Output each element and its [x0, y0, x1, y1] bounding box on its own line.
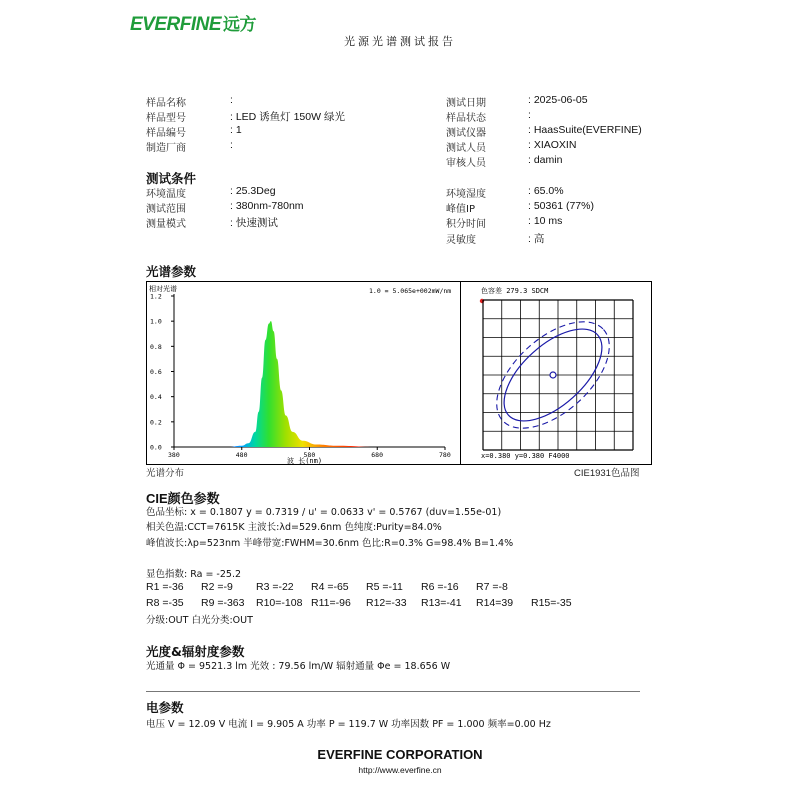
cond-left-label-2: 测量模式 — [146, 219, 186, 230]
cie-coordinate-readout: x=0.380 y=0.380 F4000 — [481, 452, 570, 460]
cond-right-value-2: : 10 ms — [528, 215, 563, 227]
cie-line-2: 相关色温:CCT=7615K 主波长:λd=529.6nm 色纯度:Purity=84.0% — [146, 522, 442, 533]
info-right-value-0: : 2025-06-05 — [528, 94, 588, 106]
logo-cn: 远方 — [223, 15, 257, 34]
footer-company: EVERFINE CORPORATION — [317, 747, 483, 762]
info-right-label-1: 样品状态 — [446, 113, 486, 124]
info-right-value-3: : XIAOXIN — [528, 139, 577, 151]
conditions-heading: 测试条件 — [146, 171, 197, 186]
info-left-label-1: 样品型号 — [146, 113, 186, 124]
spectrum-x-tick-label: 680 — [371, 451, 383, 459]
spectrum-curve — [174, 321, 445, 447]
info-left-value-1: : LED 诱鱼灯 150W 绿光 — [230, 111, 345, 123]
cri-r6: R6 =-16 — [421, 581, 459, 593]
cie-line-1: 色品坐标: x = 0.1807 y = 0.7319 / u' = 0.0633 v' = 0.5767 (duv=1.55e-01) — [146, 507, 502, 518]
spectrum-y-tick-label: 0.0 — [150, 443, 162, 452]
photometric-line: 光通量 Φ = 9521.3 lm 光效 : 79.56 lm/W 辐射通量 Φe = 18.656 W — [146, 661, 451, 672]
info-left-value-0: : — [230, 94, 233, 106]
cie-title: 色容差 279.3 SDCM — [481, 287, 549, 295]
info-right-value-4: : damin — [528, 154, 563, 166]
spectrum-y-tick-label: 0.2 — [150, 418, 162, 427]
spectrum-y-tick-label: 1.2 — [150, 292, 162, 301]
spectrum-x-tick-label: 480 — [235, 451, 248, 459]
cond-right-label-3: 灵敏度 — [446, 235, 476, 246]
footer-url: http://www.everfine.cn — [358, 765, 442, 775]
cri-r4: R4 =-65 — [311, 581, 349, 593]
cri-r12: R12=-33 — [366, 597, 407, 609]
cri-r1: R1 =-36 — [146, 581, 184, 593]
logo-text: EVERFINE — [130, 14, 222, 35]
cie-grid — [483, 300, 633, 450]
info-left-label-0: 样品名称 — [146, 98, 186, 109]
cie-center-point — [550, 372, 556, 378]
cri-r5: R5 =-11 — [366, 581, 403, 593]
spectrum-y-tick-label: 0.6 — [150, 368, 162, 376]
cri-r9: R9 =-363 — [201, 597, 245, 609]
cie-caption: CIE1931色品图 — [574, 468, 640, 479]
spectrum-x-tick-label: 580 — [303, 451, 316, 459]
spectrum-x-tick-label: 380 — [168, 451, 180, 459]
info-right-label-0: 测试日期 — [446, 98, 486, 109]
spectrum-y-tick-label: 0.8 — [150, 342, 162, 351]
cond-right-label-2: 积分时间 — [446, 219, 486, 230]
cri-row-1 — [146, 581, 531, 593]
page-title: 光源光谱测试报告 — [344, 35, 456, 48]
spectrum-y-tick-label: 1.0 — [150, 317, 162, 326]
cond-right-label-0: 环境湿度 — [446, 189, 486, 200]
cri-r11: R11=-96 — [311, 597, 351, 609]
cri-r10: R10=-108 — [256, 597, 303, 609]
info-right-label-4: 审核人员 — [446, 158, 486, 169]
divider-line — [146, 691, 640, 692]
cri-r14: R14=39 — [476, 597, 514, 609]
spectrum-caption: 光谱分布 — [146, 468, 185, 479]
photometric-heading: 光度&辐射度参数 — [146, 644, 245, 659]
cri-r13: R13=-41 — [421, 597, 462, 609]
electrical-heading: 电参数 — [146, 700, 184, 715]
cond-left-label-0: 环境温度 — [146, 189, 186, 200]
info-left-label-2: 样品编号 — [146, 128, 186, 139]
cond-left-value-0: : 25.3Deg — [230, 185, 276, 197]
cond-right-value-0: : 65.0% — [528, 185, 564, 197]
cri-ra: 显色指数: Ra = -25.2 — [146, 569, 242, 580]
cri-r2: R2 =-9 — [201, 581, 233, 593]
spectrum-heading: 光谱参数 — [146, 264, 197, 279]
info-left-label-3: 制造厂商 — [146, 143, 186, 154]
cond-right-value-3: : 高 — [528, 233, 545, 245]
grade-line: 分级:OUT 白光分类:OUT — [146, 615, 253, 626]
cond-left-value-2: : 快速测试 — [230, 217, 278, 229]
cond-right-value-1: : 50361 (77%) — [528, 200, 594, 212]
cie-chromaticity-chart — [461, 282, 651, 464]
cond-left-value-1: : 380nm-780nm — [230, 200, 304, 212]
spectrum-xlabel: 波 长(nm) — [287, 457, 323, 464]
cie-heading: CIE颜色参数 — [146, 491, 220, 506]
cri-r8: R8 =-35 — [146, 597, 184, 609]
cri-r7: R7 =-8 — [476, 581, 508, 593]
spectrum-scale-note: 1.0 = 5.065e+002mW/nm — [369, 287, 452, 295]
info-left-value-3: : — [230, 139, 233, 151]
cri-r15: R15=-35 — [531, 597, 572, 609]
info-right-value-1: : — [528, 109, 531, 121]
spectrum-x-tick-label: 780 — [439, 451, 451, 459]
spectrum-y-tick-label: 0.4 — [150, 393, 162, 402]
spectrum-ylabel: 相对光谱 — [149, 285, 177, 293]
cond-right-label-1: 峰值IP — [446, 204, 475, 215]
info-right-label-3: 测试人员 — [446, 143, 486, 154]
info-right-label-2: 测试仪器 — [446, 128, 486, 139]
cie-line-3: 峰值波长:λp=523nm 半峰带宽:FWHM=30.6nm 色比:R=0.3% G=98.4% B=1.4% — [146, 538, 514, 549]
spectrum-chart — [147, 282, 460, 464]
cri-row-2 — [146, 597, 586, 609]
cond-left-label-1: 测试范围 — [146, 204, 186, 215]
cri-r3: R3 =-22 — [256, 581, 294, 593]
electrical-line: 电压 V = 12.09 V 电流 I = 9.905 A 功率 P = 119.7 W 功率因数 PF = 1.000 频率=0.00 Hz — [146, 719, 551, 730]
info-right-value-2: : HaasSuite(EVERFINE) — [528, 124, 642, 136]
spectrum-chart-box — [146, 281, 652, 465]
info-left-value-2: : 1 — [230, 124, 242, 136]
